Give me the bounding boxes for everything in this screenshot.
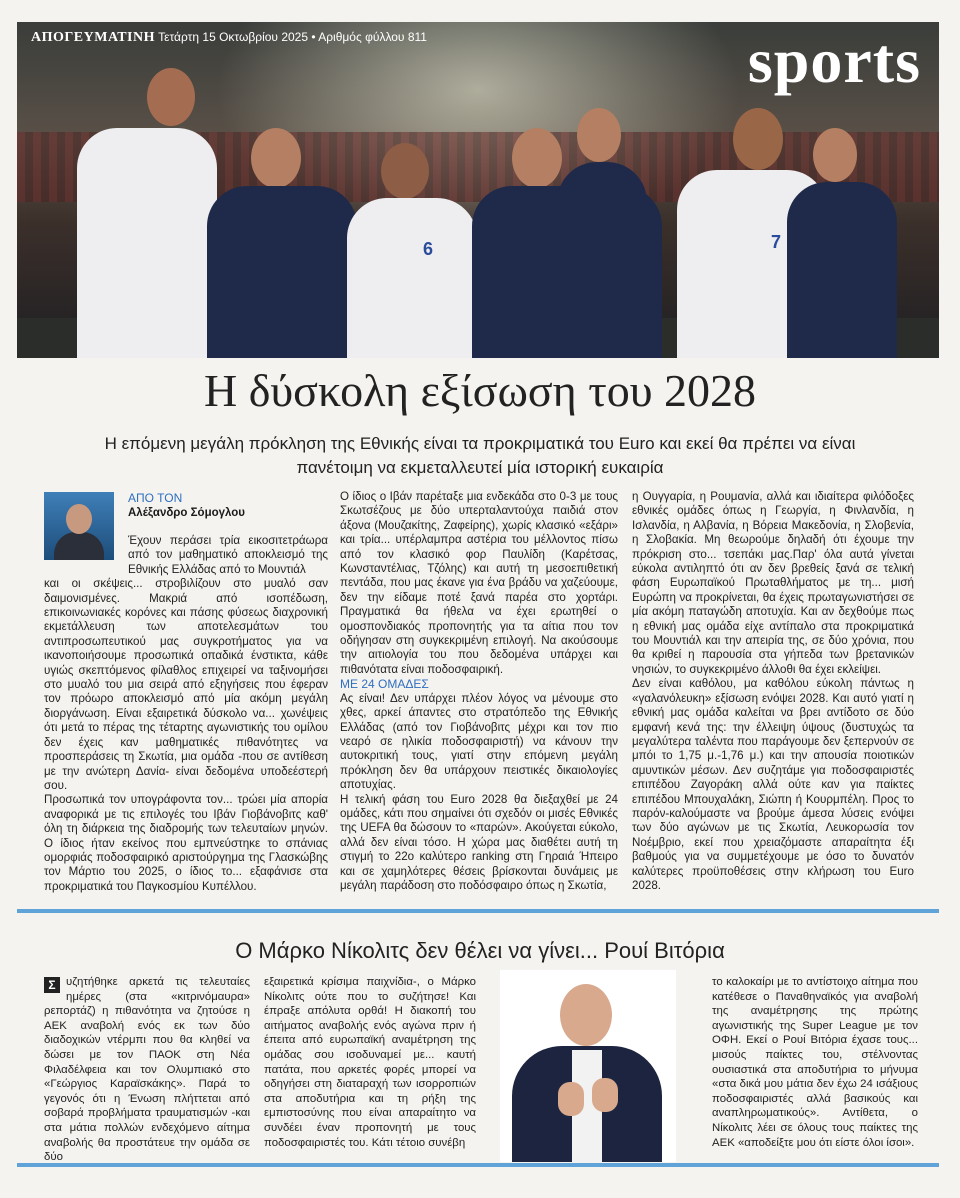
player-figure bbox=[557, 108, 647, 358]
player-figure bbox=[207, 128, 357, 358]
player-figure bbox=[347, 143, 477, 358]
sidebar-paragraph: εξαιρετικά κρίσιμα παιχνίδια-, ο Μάρκο Νίκολιτς ούτε που το συζήτησε! Και έπραξε απόλυτα ορθά! Η διακοπή του αιτήματος αναβολής ενός αγώνα πριν ή έπειτα από ευρωπαϊκή αναμέτρηση της ομάδας σου ισοδυναμεί με... καυτή πατάτα, που αρκετές φορές μπορεί να οδηγήσει στη διαταραχή των ισορροπιών στα αποδυτήρια και τη ρήξη της εμπιστοσύνης που είναι απαραίτητο να συνδέει έναν προπονητή με τους ποδοσφαιριστές του. Κάτι τέτοιο συνέβη bbox=[264, 976, 476, 1149]
article-paragraph: Δεν είναι καθόλου, μα καθόλου εύκολη πάντως η «γαλανόλευκη» εξίσωση ενόψει 2028. Και αυτό γιατί η εθνική μας ομάδα καλείται να βρει αντίδοτο σε δύο εμφανή κενά της: την έλλειψη ύψους (δυστυχώς τα μεγαλύτερα ταλέντα που παράγουμε δεν ξεπερνούν σε μπόι το 1,75 μ.-1,76 μ.) και την απουσία ποιοτικών αμυντικών μέσων. Δεν συζητάμε για ποδοσφαιριστές επιπέδου Ζαγοράκη αλλά ούτε καν για παίκτες επιπέδου Μπουχαλάκη, Σιώπη ή Κουρμπέλη. Προς το παρόν-καλούμαστε να βρούμε άμεσα λύσεις ενόψει των δύο αγώνων με τις Σκωτία, Λευκορωσία τον Νοέμβριο, εκεί που χρειαζόμαστε απαραίτητα έξι βαθμούς για να συμμετέχουμε με όσο το δυνατόν καλύτερες προϋποθέσεις στην κλήρωση του Euro 2028. bbox=[632, 677, 914, 892]
divider bbox=[17, 1163, 939, 1167]
article-paragraph: η Ουγγαρία, η Ρουμανία, αλλά και ιδιαίτερα φιλόδοξες εθνικές ομάδες όπως η Γεωργία, η Φινλανδία, η Ισλανδία, η Αλβανία, η Βόρεια Μακεδονία, η Σλοβενία, η Σλοβακία. Μη θεωρούμε δηλαδή ότι έχουμε την πρόκριση στο... τσεπάκι μας.Παρ' όλα αυτά γίνεται εύκολα αντιληπτό ότι αν δεν βρεθείς ξανά σε τελική φάση Ευρωπαϊκού Πρωταθλήματος με τη... μισή Ευρώπη να προκρίνεται, θα έχεις πρωταγωνιστήσει σε μία ακόμη παταγώδη αποτυχία. Και αν δεχθούμε πως η εθνική μας ομάδα είχε αντίπαλο στα προκριματικά του Μουντιάλ και την απειρία της, σε δύο χρόνια, που θα κριθεί η παρουσία στα γήπεδα των βρετανικών νησιών, το συγκεκριμένο άλλοθι θα έχει εκλείψει. bbox=[632, 490, 914, 676]
article-paragraph: Η τελική φάση του Euro 2028 θα διεξαχθεί με 24 ομάδες, κάτι που σημαίνει ότι σχεδόν οι μισές Εθνικές της UEFA θα δώσουν το «παρών». Ακούγεται εύκολο, αλλά δεν είναι τόσο. Η χώρα μας διαθέτει αυτή τη στιγμή το 22ο καλύτερο ranking στη Γηραιά Ήπειρο και σε χαμηλότερες θέσεις βρίσκονται δυνάμεις με μεγάλη παράδοση στο ποδόσφαιρο όπως η Σκωτία, bbox=[340, 792, 618, 892]
sidebar-paragraph: υζητήθηκε αρκετά τις τελευταίες ημέρες (στα «κιτρινόμαυρα» ρεπορτάζ) η πιθανότητα να ζητούσε η ΑΕΚ αναβολή ενός εκ των δύο διαδοχικών ντέρμπι που θα κληθεί να δώσει με τον ΠΑΟΚ στη Νέα Φιλαδέλφεια και τον Ολυμπιακό στο «Γεώργιος Καραϊσκάκης». Παρά το γεγονός ότι η Ένωση πλήττεται από σοβαρά προβλήματα τραυματισμών -και στα μάτια πολλών ενδεχόμενο αίτημα αναβολής θα προστάτευε την ομάδα σε δύο bbox=[44, 976, 250, 1164]
article-column-1 bbox=[44, 490, 328, 894]
byline-label: ΑΠΟ ΤΟΝ bbox=[128, 491, 183, 505]
player-figure bbox=[77, 68, 217, 358]
article-paragraph: Ας είναι! Δεν υπάρχει πλέον λόγος να μένουμε στο χθες, αρκεί άπαντες στο στρατόπεδο της Εθνικής Ελλάδας (από τον Γιοβάνοβιτς μέχρι και τον πιο νεαρό σε ηλικία ποδοσφαιριστή) να κάνουν την αυτοκριτική τους, γιατί στην επόμενη μεγάλη πρόκληση δεν θα υπάρχουν πειστικές δικαιολογίες αποτυχίας. bbox=[340, 691, 618, 792]
coach-photo bbox=[500, 970, 676, 1162]
sidebar-headline: Ο Μάρκο Νίκολιτς δεν θέλει να γίνει... Ρουί Βιτόρια bbox=[235, 938, 725, 963]
sidebar-column-1 bbox=[44, 975, 250, 1165]
jersey-number: 6 bbox=[423, 239, 434, 259]
newspaper-name: ΑΠΟΓΕΥΜΑΤΙΝΗ bbox=[31, 30, 155, 45]
section-subtitle: ΜΕ 24 ΟΜΑΔΕΣ bbox=[340, 677, 429, 692]
article-lead: Έχουν περάσει τρία εικοσιτετράωρα από τον μαθηματικό αποκλεισμό της Εθνικής Ελλάδας από το Μουντιάλ bbox=[128, 534, 328, 576]
masthead bbox=[31, 30, 427, 46]
section-title: sports bbox=[747, 25, 921, 96]
issue-date: Τετάρτη 15 Οκτωβρίου 2025 • Αριθμός φύλλου 811 bbox=[158, 30, 427, 44]
sidebar-column-2 bbox=[264, 975, 476, 1150]
article-paragraph: Ο ίδιος ο Ιβάν παρέταξε μια ενδεκάδα στο 0-3 με τους Σκωτσέζους με δύο υπερταλαντούχα παιδιά στον άξονα (Μουζακίτης, Ζαφείρης), χωρίς κλασικό «εξάρι» και τρία... υπέρλαμπρα αστέρια του μέλλοντος πίσω από τον κλασικό φορ Παυλίδη (Καρέτσας, Κωνσταντέλιας, Τζόλης) και αυτή τη μεσοεπιθετική πεντάδα, που μας έκανε για ένα βράδυ να χαζεύουμε, δεν την είδαμε ποτέ ξανά παρέα στο χορτάρι. Πραγματικά θα ήθελα να έχει ερωτηθεί ο ομοσπονδιακός προπονητής για τα αίτια που τον οδήγησαν στη συγκεκριμένη επιλογή. Να ακούσουμε την αιτιολογία του που δεδομένα υπάρχει και πιθανότατα είναι ποδοσφαιρική. bbox=[340, 490, 618, 676]
article-column-2 bbox=[340, 490, 618, 893]
byline-name: Αλέξανδρο Σόμογλου bbox=[128, 507, 245, 519]
hero-photo bbox=[17, 22, 939, 358]
sidebar-paragraph: το καλοκαίρι με το αντίστοιχο αίτημα που κατέθεσε ο Παναθηναϊκός για αναβολή της αναμέτρησης της πρώτης αγωνιστικής της Super League με τον ΟΦΗ. Εκεί ο Ρουί Βιτόρια έχασε τους... μισούς παίκτες του, στέλνοντας ουσιαστικά στα αποδυτήρια το μήνυμα «στα δικά μου μάτια δεν έχω 24 ισάξιους ποδοσφαιριστές αλλά βασικούς και αναπληρωματικούς». Αντίθετα, ο Νίκολιτς λέει σε όλους τους παίκτες της ΑΕΚ «αποδείξτε μου ότι είστε όλοι ίσοι». bbox=[712, 976, 918, 1149]
player-figure bbox=[787, 128, 897, 358]
article-paragraph: Προσωπικά τον υπογράφοντα τον... τρώει μία απορία αναφορικά με τις επιλογές του Ιβάν Γιοβάνοβιτς καθ' όλη τη διάρκεια της διαδρομής των τελευταίων μηνών. Ο ίδιος ήταν εκείνος που εμπνεύστηκε το σπάνιας ομορφιάς ποδοσφαιρικό αριστούργημα της Γλασκώβης τον Μάρτιο του 2025, ο ίδιος το... εξαφάνισε στα προκριματικά του Παγκοσμίου Κυπέλλου. bbox=[44, 793, 328, 893]
article-subhead: Η επόμενη μεγάλη πρόκληση της Εθνικής είναι τα προκριματικά του Euro και εκεί θα πρέπει να είναι πανέτοιμη να εκμεταλλευτεί μία ιστορική ευκαιρία bbox=[104, 434, 856, 477]
dropcap: Σ bbox=[44, 977, 60, 993]
article-column-3 bbox=[632, 490, 914, 893]
sidebar-column-3 bbox=[712, 975, 918, 1150]
jersey-number: 7 bbox=[771, 232, 782, 252]
article-headline: Η δύσκολη εξίσωση του 2028 bbox=[204, 365, 756, 416]
article-paragraph: και οι σκέψεις... στροβιλίζουν στο μυαλό σαν δαιμονισμένες. Μακριά από ισοπέδωση, επικοινωνιακές κορόνες και πάσης φύσεως διαχρονική εκμετάλλευση των αποτελεσμάτων του αντιπροσωπευτικού μας συγκροτήματος για να ικανοποιήσουμε προσωπικά οπαδικά ένστικτα, κάθε υγιώς σκεπτόμενος φίλαθλος επιχειρεί να ταξινομήσει στο μυαλό του μια σειρά από εξηγήσεις που έφεραν τον πρόωρο αποκλεισμό από μία ακόμη μεγάλη διοργάνωση. Είναι εξαιρετικά δύσκολο να... χωνέψεις ότι μετά το πέρας της τέταρτης αγωνιστικής του ομίλου δεν έχεις καν μαθηματικές πιθανότητες να προσπεράσεις τη Σκωτία, μια ομάδα -που σε αντίθεση με την ανώτερη Δανία- είναι δεδομένα υποδεέστερή σου. bbox=[44, 577, 328, 792]
divider bbox=[17, 909, 939, 913]
